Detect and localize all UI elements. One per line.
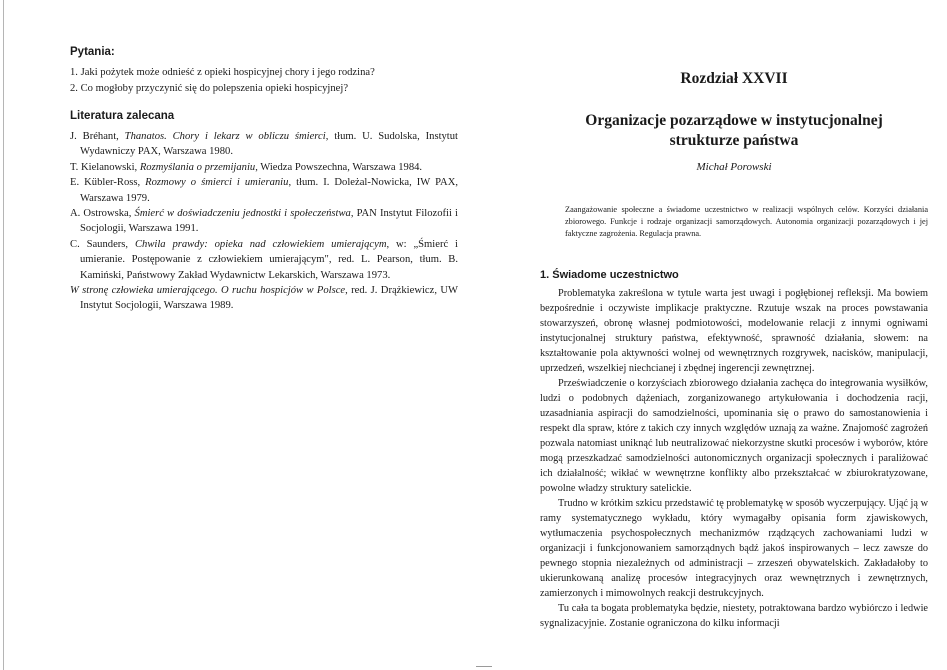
body-paragraph: Przeświadczenie o korzyściach zbiorowego działania zachęca do integrowania wysiłków, ludzi o podobnych dążeniach, zorganizowanego artykułowania i dochodzenia racji, uzasadniania aspiracji do samodzielności, upominania się o prawo do samostanowienia i respekt dla spraw, które z takich czy innych względów uznają za ważne. Znajomość zagrożeń pozwala natomiast uniknąć lub neutralizować niekorzystne skutki procesów i wyborów, które mogą przeszkadzać samodzielności autonomicznych organizacji społecznych i paraliżować ich działalność; wikłać w wewnętrzne konflikty albo przekształcać w zbiurokratyzowane, powolne władzy struktury satelickie. xyxy=(540,377,928,494)
page-fold-mark xyxy=(476,666,492,667)
question-item: 1. Jaki pożytek może odnieść z opieki hospicyjnej chory i jego rodzina? xyxy=(70,67,375,78)
ref-author: C. Saunders, xyxy=(70,238,135,250)
reference-item xyxy=(70,237,458,283)
author-name: Michał Porowski xyxy=(696,161,772,173)
chapter-title xyxy=(540,111,928,151)
ref-details: , tłum. U. Sudolska, Instytut Wydawniczy PAX, Warszawa 1980. xyxy=(80,131,458,158)
right-page xyxy=(540,70,928,631)
ref-title: Thanatos. Chory i lekarz w obliczu śmierci xyxy=(124,131,326,142)
chapter-title-line: strukturze państwa xyxy=(669,132,799,149)
question-item: 2. Co mogłoby przyczynić się do polepszenia opieki hospicyjnej? xyxy=(70,83,349,94)
reference-item xyxy=(70,175,458,206)
section-heading: 1. Świadome uczestnictwo xyxy=(540,268,679,281)
reference-item xyxy=(70,283,458,314)
reference-item xyxy=(70,160,458,175)
ref-title: Chwila prawdy: opieka nad człowiekiem umierającym xyxy=(134,238,387,250)
ref-author: A. Ostrowska, xyxy=(70,208,135,220)
page-edge-line xyxy=(3,0,4,670)
ref-title: W stronę człowieka umierającego. O ruchu hospicjów w Polsce xyxy=(70,285,346,297)
ref-author: J. Bréhant, xyxy=(70,131,125,142)
ref-details: , red. J. Drążkiewicz, UW Instytut Socjologii, Warszawa 1989. xyxy=(80,285,458,312)
ref-title: Rozmyślania o przemijaniu xyxy=(139,161,256,173)
ref-details: , Wiedza Powszechna, Warszawa 1984. xyxy=(255,161,423,173)
left-page xyxy=(70,46,458,314)
body-paragraph: Tu cała ta bogata problematyka będzie, niestety, potraktowana bardzo wybiórczo i ledwie sygnalizacyjnie. Zostanie ograniczona do kilku informacji xyxy=(540,602,928,629)
reference-item xyxy=(70,206,458,237)
ref-title: Rozmowy o śmierci i umieraniu xyxy=(145,177,289,189)
body-paragraph: Trudno w krótkim szkicu przedstawić tę problematykę w sposób wyczerpujący. Ująć ją w ramy systematycznego wykładu, który wymagałby opisania form zjawiskowych, wytłumaczenia psychospołecznych mechanizmów rządzących zachowaniami ludzi w organizacji i funkcjonowaniem samorządnych bądź jakoś inspirowanych – lecz zawsze do pewnego stopnia niezależnych od administracji – zrzeszeń obywatelskich. Zakładałoby to ukierunkowaną analizę procesów integracyjnych oraz wewnętrznych i zewnętrznych, zamierzonych i mimowolnych reakcji destrukcyjnych. xyxy=(540,497,928,599)
ref-author: E. Kübler-Ross, xyxy=(70,177,146,189)
chapter-abstract: Zaangażowanie społeczne a świadome uczestnictwo w realizacji wspólnych celów. Korzyści działania zbiorowego. Funkcje i rodzaje organizacji samorządowych. Autonomia organizacji pozarządowych i jej faktyczne zagrożenia. Regulacja prawna. xyxy=(565,205,928,239)
chapter-title-line: Organizacje pozarządowe w instytucjonalnej xyxy=(585,112,883,129)
body-text xyxy=(540,286,928,631)
ref-details: , tłum. I. Doleżal-Nowicka, IW PAX, Warszawa 1979. xyxy=(80,177,458,204)
ref-details: , PAN Instytut Filozofii i Socjologii, Warszawa 1991. xyxy=(80,208,459,235)
ref-details: , w: „Śmierć i umieranie. Postępowanie z człowiekiem umierającym", red. L. Pearson, tłum. B. Kamiński, Państwowy Zakład Wydawnictw Lekarskich, Warszawa 1973. xyxy=(80,238,458,281)
literature-heading: Literatura zalecana xyxy=(70,110,175,122)
questions-heading: Pytania: xyxy=(70,46,115,58)
body-paragraph: Problematyka zakreślona w tytule warta jest uwagi i pogłębionej refleksji. Ma bowiem bezpośrednie i oczywiste implikacje praktyczne. Rzutuje wszak na proces powstawania stowarzyszeń, obronę własnej podmiotowości, modelowanie relacji z innymi ogniwami instytucjonalnej struktury państwa, efektywność, sprawność działania, słowem: na kształtowanie pola aktywności wolnej od wewnętrznych rozgrywek, nacisków, manipulacji, uprzedzeń, wszelkiej niechcianej i zbędnej ingerencji zewnętrznej. xyxy=(540,287,928,374)
ref-author: T. Kielanowski, xyxy=(70,161,140,173)
chapter-heading: Rozdział XXVII xyxy=(680,70,788,87)
reference-item xyxy=(70,129,458,160)
ref-title: Śmierć w doświadczeniu jednostki i społeczeństwa xyxy=(134,208,351,220)
